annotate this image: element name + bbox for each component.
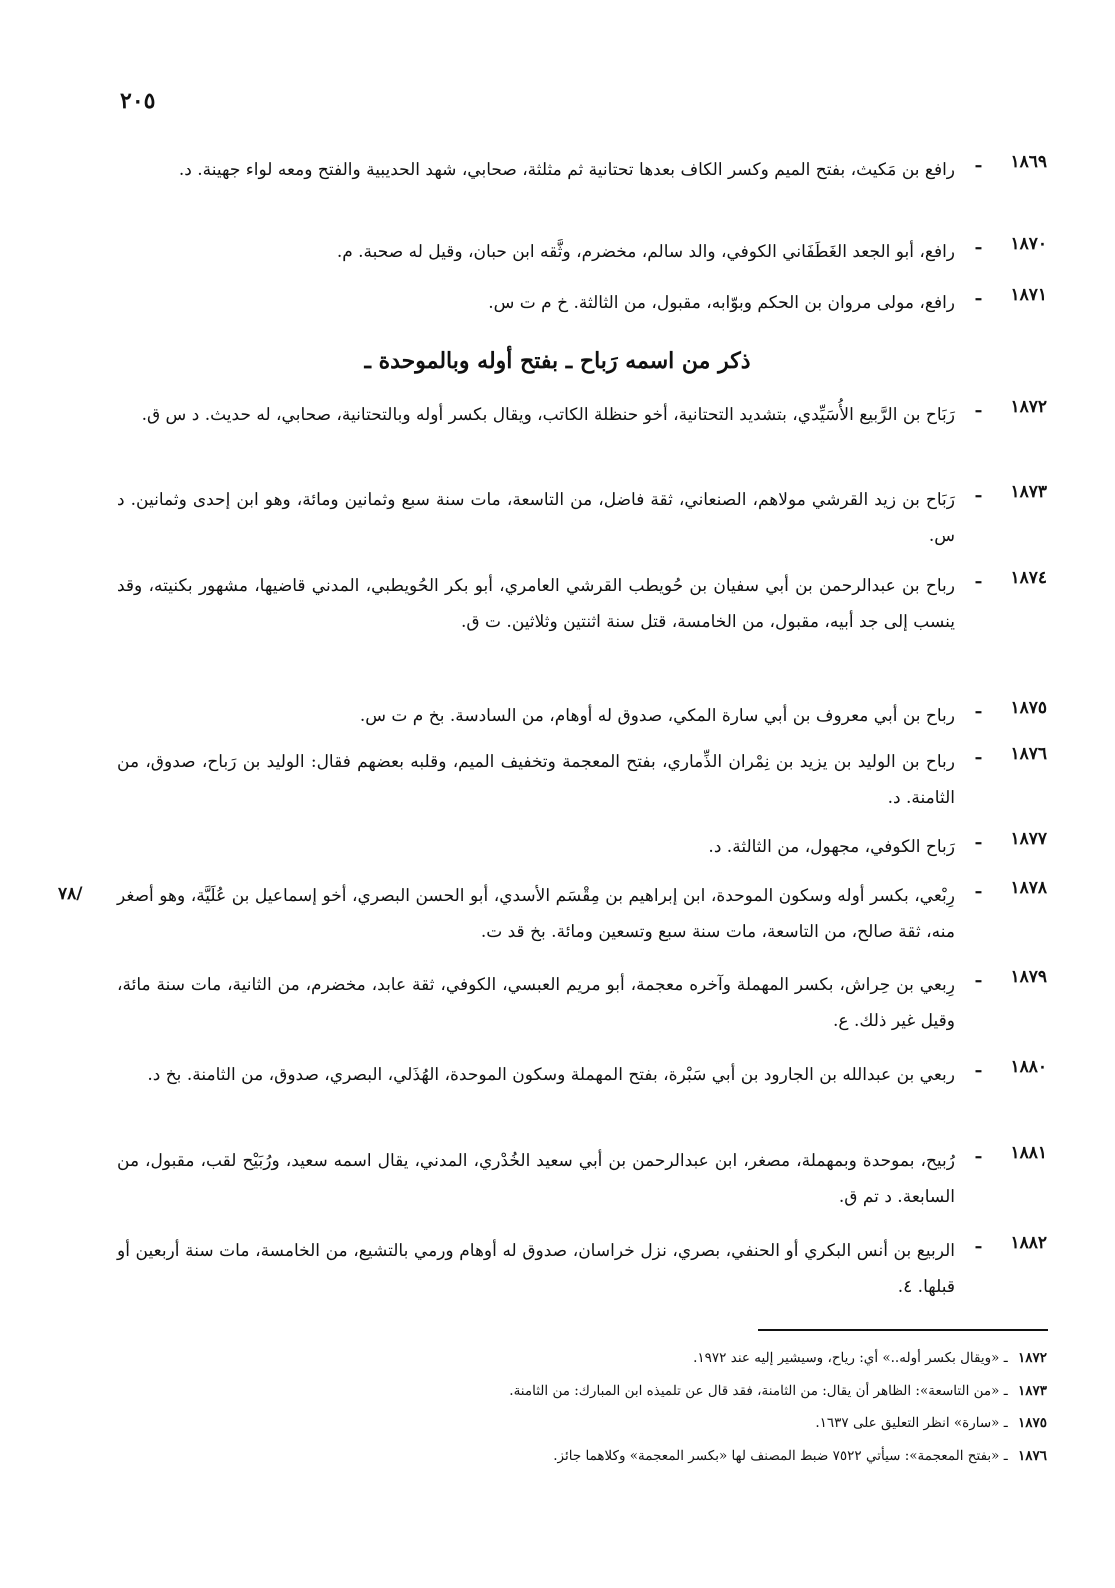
entry-dash: ـ bbox=[976, 568, 981, 588]
entry-dash: ـ bbox=[976, 152, 981, 172]
entry-text: رافع بن مَكيث، بفتح الميم وكسر الكاف بعدها تحتانية ثم مثلثة، صحابي، شهد الحديبية والفتح ومعه لواء جهينة. د. bbox=[178, 160, 955, 180]
entry-text: رَباح الكوفي، مجهول، من الثالثة. د. bbox=[708, 837, 955, 857]
marginal-note: ٧٨/ bbox=[58, 884, 83, 904]
entry-dash: ـ bbox=[976, 829, 981, 849]
footnote-dash: ـ bbox=[1003, 1415, 1008, 1431]
entry-1873 bbox=[117, 482, 1047, 554]
entry-1877 bbox=[117, 829, 1047, 865]
entry-text: رافع، أبو الجعد الغَطَفَاني الكوفي، والد سالم، مخضرم، وثَّقه ابن حبان، وقيل له صحبة. م. bbox=[336, 242, 955, 262]
entry-1872 bbox=[117, 397, 1047, 433]
entry-text: الربيع بن أنس البكري أو الحنفي، بصري، نزل خراسان، صدوق له أوهام ورمي بالتشيع، من الخامسة، مات سنة أربعين أو قبلها. ٤. bbox=[117, 1241, 955, 1297]
entry-dash: ـ bbox=[976, 1233, 981, 1253]
footnote-number: ١٨٧٦ bbox=[1017, 1448, 1047, 1464]
entry-1869 bbox=[117, 152, 1047, 188]
footnote-dash: ـ bbox=[1003, 1350, 1008, 1366]
footnote-1876 bbox=[167, 1446, 1047, 1466]
entry-dash: ـ bbox=[976, 285, 981, 305]
entry-number: ١٨٧٦ bbox=[1010, 744, 1047, 764]
entry-1880 bbox=[117, 1057, 1047, 1093]
entry-number: ١٨٧٣ bbox=[1010, 482, 1047, 502]
entry-dash: ـ bbox=[976, 397, 981, 417]
entry-text: رباح بن الوليد بن يزيد بن نِمْران الذِّماري، بفتح المعجمة وتخفيف الميم، وقلبه بعضهم فقال: الوليد بن رَباح، صدوق، من الثامنة. د. bbox=[117, 752, 955, 808]
entry-number: ١٨٧٤ bbox=[1010, 568, 1047, 588]
footnote-number: ١٨٧٣ bbox=[1017, 1383, 1047, 1399]
entry-1874 bbox=[117, 568, 1047, 640]
entry-dash: ـ bbox=[976, 1057, 981, 1077]
footnote-number: ١٨٧٥ bbox=[1017, 1415, 1047, 1431]
footnote-separator bbox=[758, 1329, 1048, 1331]
footnote-text: «من التاسعة»: الظاهر أن يقال: من الثامنة، فقد قال عن تلميذه ابن المبارك: من الثامنة. bbox=[509, 1383, 1000, 1399]
entry-1870 bbox=[117, 234, 1047, 270]
entry-1882 bbox=[117, 1233, 1047, 1305]
entry-number: ١٨٧٥ bbox=[1010, 698, 1047, 718]
entry-number: ١٨٨٠ bbox=[1010, 1057, 1047, 1077]
entry-text: رِبْعي، بكسر أوله وسكون الموحدة، ابن إبراهيم بن مِقْسَم الأسدي، أبو الحسن البصري، أخو إسماعيل بن عُلَيَّة، وهو أصغر منه، ثقة صالح، من التاسعة، مات سنة سبع وتسعين ومائة. بخ قد ت. bbox=[117, 886, 955, 942]
entry-1878 bbox=[117, 878, 1047, 950]
entry-text: رِبعي بن حِراش، بكسر المهملة وآخره معجمة، أبو مريم العبسي، الكوفي، ثقة عابد، مخضرم، من الثانية، مات سنة مائة، وقيل غير ذلك. ع. bbox=[117, 975, 955, 1031]
entry-text: رَبَاح بن زيد القرشي مولاهم، الصنعاني، ثقة فاضل، من التاسعة، مات سنة سبع وثمانين ومائة، وهو ابن إحدى وثمانين. د س. bbox=[117, 490, 955, 546]
entry-dash: ـ bbox=[976, 967, 981, 987]
entry-text: رافع، مولى مروان بن الحكم وبوّابه، مقبول، من الثالثة. خ م ت س. bbox=[488, 293, 955, 313]
footnote-number: ١٨٧٢ bbox=[1017, 1350, 1047, 1366]
footnote-dash: ـ bbox=[1003, 1448, 1008, 1464]
entry-dash: ـ bbox=[976, 878, 981, 898]
entry-1871 bbox=[117, 285, 1047, 321]
entry-text: رَبَاح بن الرَّبيع الأُسَيِّدي، بتشديد التحتانية، أخو حنظلة الكاتب، ويقال بكسر أوله وبالتحتانية، صحابي، له حديث. د س ق. bbox=[141, 405, 955, 425]
footnote-text: «ويقال بكسر أوله..» أي: رياح، وسيشير إليه عند ١٩٧٢. bbox=[693, 1350, 1000, 1366]
footnote-1872 bbox=[167, 1348, 1047, 1368]
entry-text: رُبيح، بموحدة وبمهملة، مصغر، ابن عبدالرحمن بن أبي سعيد الخُدْري، المدني، يقال اسمه سعيد، ورُبَيْح لقب، مقبول، من السابعة. د تم ق. bbox=[117, 1151, 955, 1207]
entry-dash: ـ bbox=[976, 482, 981, 502]
entry-number: ١٨٧٨ bbox=[1010, 878, 1047, 898]
entry-1876 bbox=[117, 744, 1047, 816]
footnote-text: «سارة» انظر التعليق على ١٦٣٧. bbox=[815, 1415, 1000, 1431]
footnote-1875 bbox=[167, 1413, 1047, 1433]
section-heading: ذكر من اسمه رَباح ـ بفتح أوله وبالموحدة ـ bbox=[364, 348, 751, 374]
footnote-1873 bbox=[167, 1381, 1047, 1401]
entry-1879 bbox=[117, 967, 1047, 1039]
entry-number: ١٨٧٩ bbox=[1010, 967, 1047, 987]
entry-text: رباح بن أبي معروف بن أبي سارة المكي، صدوق له أوهام، من السادسة. بخ م ت س. bbox=[359, 706, 955, 726]
entry-text: رباح بن عبدالرحمن بن أبي سفيان بن حُويطب القرشي العامري، أبو بكر الحُويطبي، المدني قاضيها، مشهور بكنيته، وقد ينسب إلى جد أبيه، مقبول، من الخامسة، قتل سنة اثنتين وثلاثين. ت ق. bbox=[117, 576, 955, 632]
entry-dash: ـ bbox=[976, 1143, 981, 1163]
entry-dash: ـ bbox=[976, 744, 981, 764]
footnote-text: «بفتح المعجمة»: سيأتي ٧٥٢٢ ضبط المصنف لها «بكسر المعجمة» وكلاهما جائز. bbox=[553, 1448, 1000, 1464]
entry-number: ١٨٧٢ bbox=[1010, 397, 1047, 417]
entry-number: ١٨٨٢ bbox=[1010, 1233, 1047, 1253]
entry-number: ١٨٧٧ bbox=[1010, 829, 1047, 849]
entry-number: ١٨٧٠ bbox=[1010, 234, 1047, 254]
footnote-dash: ـ bbox=[1003, 1383, 1008, 1399]
entry-dash: ـ bbox=[976, 698, 981, 718]
entry-number: ١٨٨١ bbox=[1010, 1143, 1047, 1163]
entry-number: ١٨٧١ bbox=[1010, 285, 1047, 305]
entry-text: ربعي بن عبدالله بن الجارود بن أبي سَبْرة، بفتح المهملة وسكون الموحدة، الهُذَلي، البصري، صدوق، من الثامنة. بخ د. bbox=[147, 1065, 955, 1085]
entry-1875 bbox=[117, 698, 1047, 734]
entry-number: ١٨٦٩ bbox=[1010, 152, 1047, 172]
entry-1881 bbox=[117, 1143, 1047, 1215]
entry-dash: ـ bbox=[976, 234, 981, 254]
page-number: ٢٠٥ bbox=[120, 88, 156, 114]
